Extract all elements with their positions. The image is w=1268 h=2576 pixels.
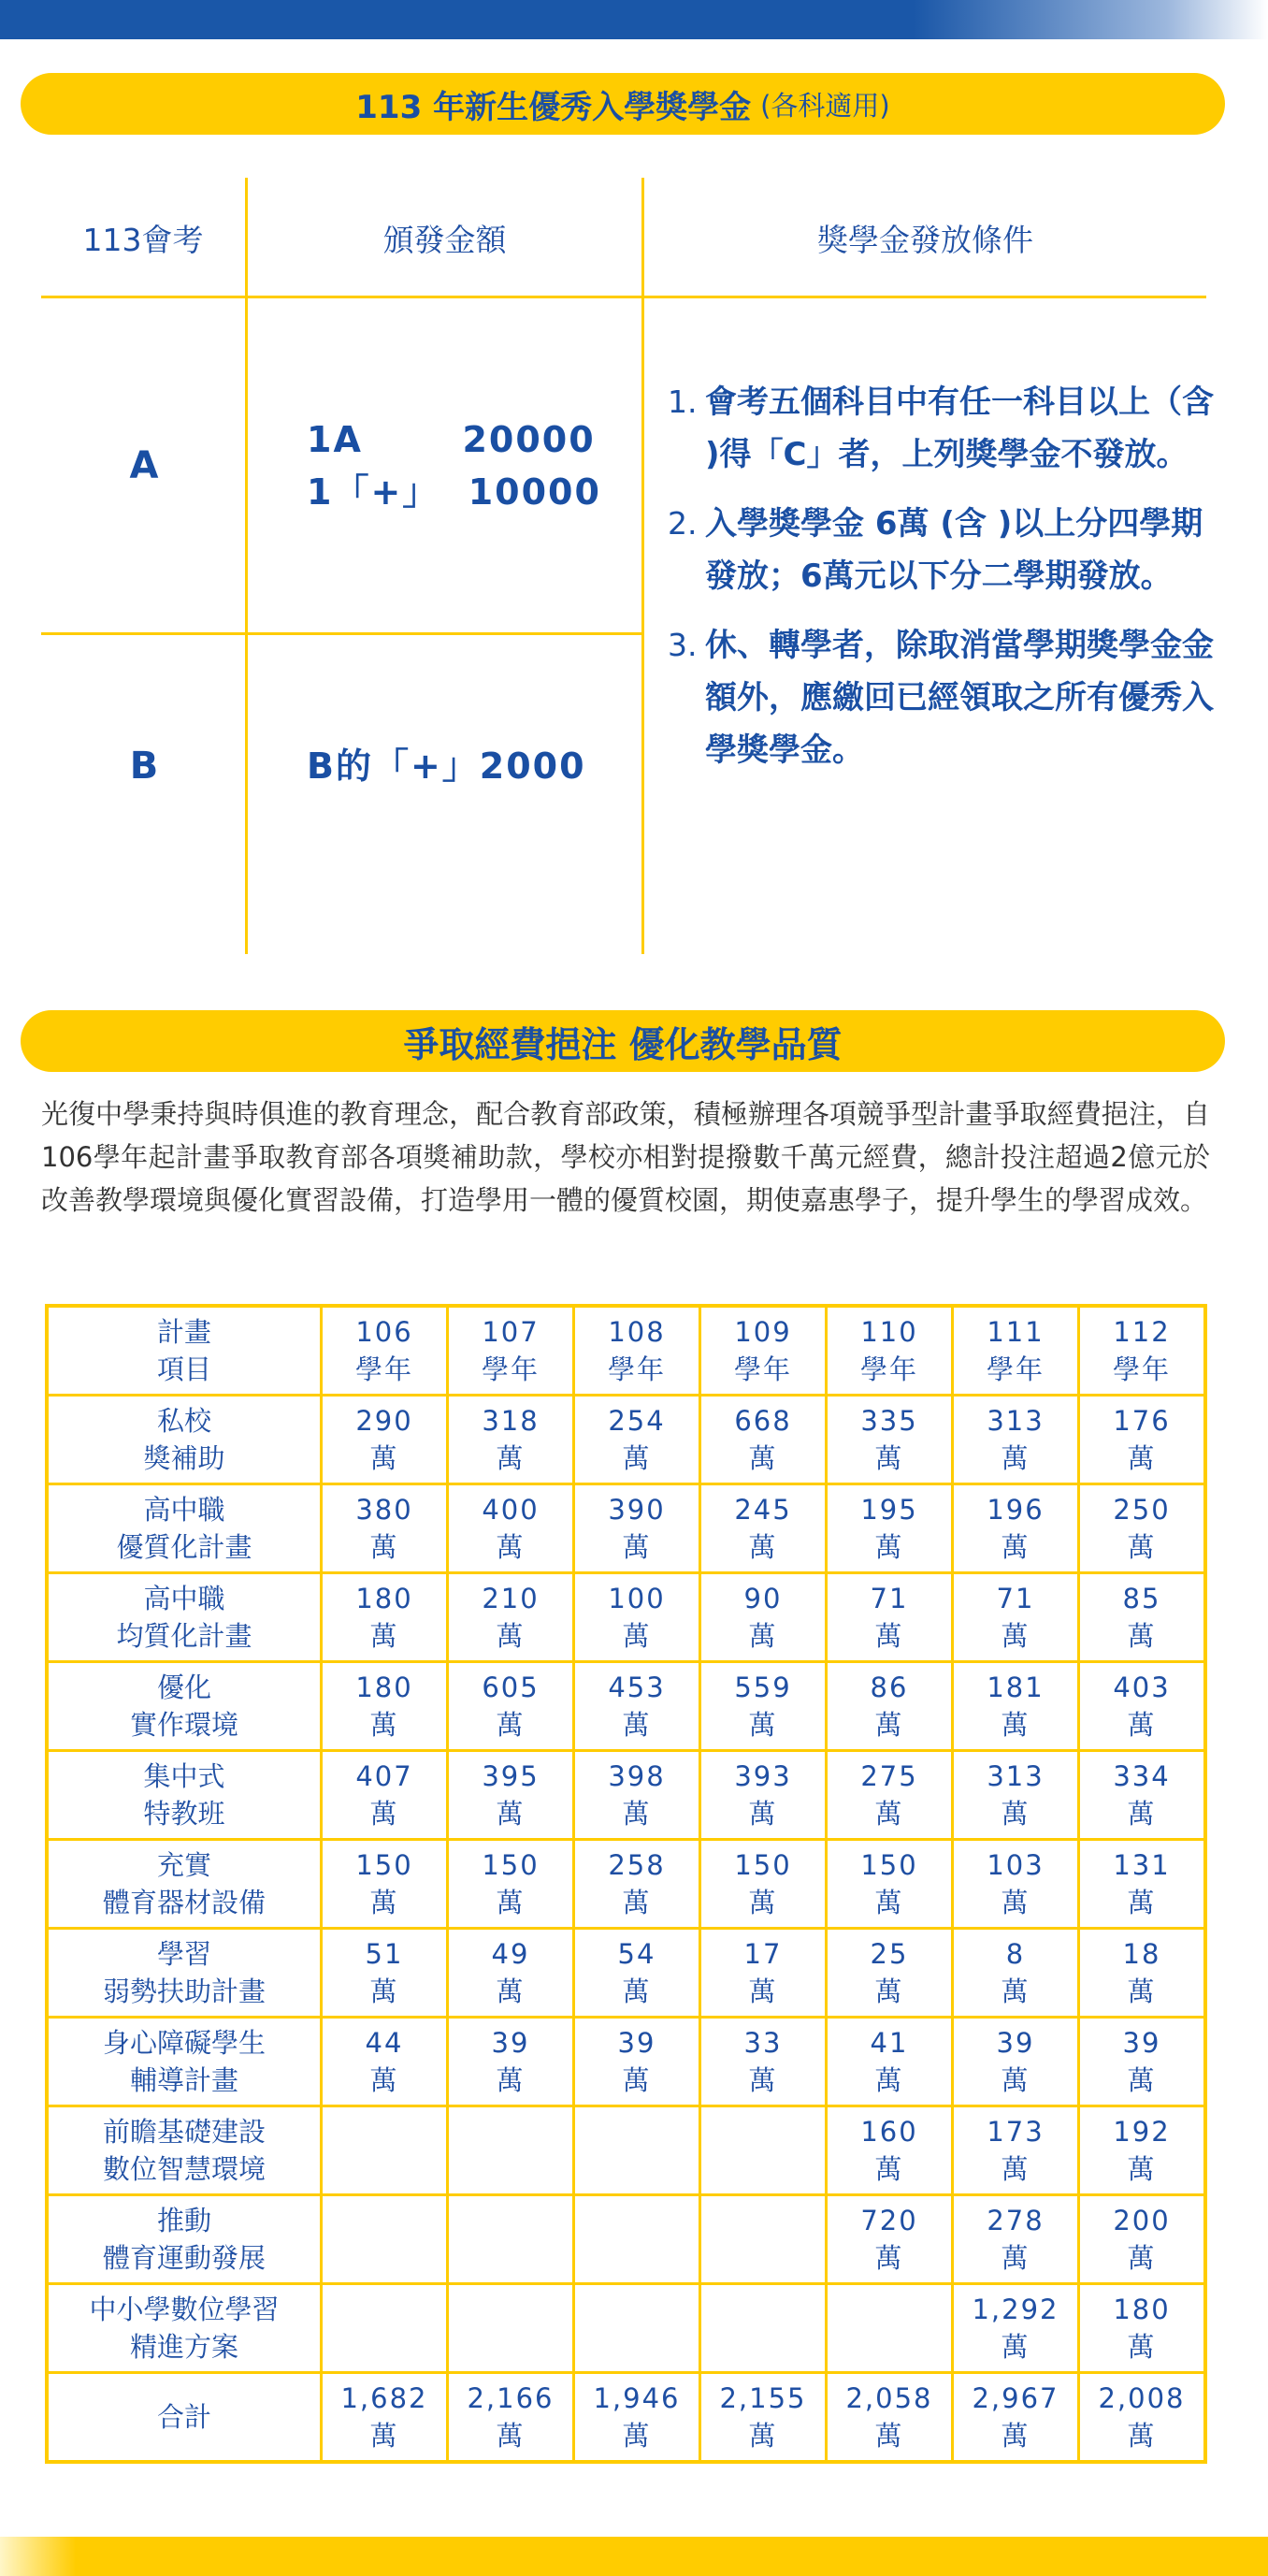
value-cell: 8 萬	[953, 1929, 1079, 2018]
scholarship-title: 113 年新生優秀入學獎學金	[355, 88, 752, 126]
value-cell: 150 萬	[700, 1840, 827, 1929]
condition-item: 1. 會考五個科目中有任一科目以上（含 )得「C」者，上列獎學金不發放。	[668, 384, 1214, 473]
value-cell: 335 萬	[827, 1396, 953, 1484]
value-cell: 100 萬	[574, 1573, 700, 1662]
table-row	[47, 2284, 1205, 2373]
condition-item: 2. 入學獎學金 6萬 (含 )以上分四學期發放；6萬元以下分二學期發放。	[668, 505, 1203, 595]
funding-intro-paragraph: 光復中學秉持與時俱進的教育理念，配合教育部政策，積極辦理各項競爭型計畫爭取經費挹注，自106學年起計畫爭取教育部各項獎補助款，學校亦相對提撥數千萬元經費，總計投注超過2億元於改善教學環境與優化實習設備，打造學用一體的優質校園，期使嘉惠學子，提升學生的學習成效。	[41, 1098, 1210, 1216]
empty-cell	[322, 2284, 448, 2373]
value-cell: 54 萬	[574, 1929, 700, 2018]
value-cell: 720 萬	[827, 2195, 953, 2284]
header-year-cell: 112 學年	[1079, 1306, 1206, 1396]
header-year-cell: 106 學年	[322, 1306, 448, 1396]
amount-a-line1: 1A 20000	[307, 419, 596, 460]
item-cell: 優化 實作環境	[47, 1662, 322, 1751]
value-cell: 403 萬	[1079, 1662, 1206, 1751]
value-cell: 398 萬	[574, 1751, 700, 1840]
empty-cell	[827, 2284, 953, 2373]
value-cell: 278 萬	[953, 2195, 1079, 2284]
empty-cell	[448, 2284, 574, 2373]
table-row	[47, 1662, 1205, 1751]
item-cell: 高中職 均質化計畫	[47, 1573, 322, 1662]
header-amount: 頒發金額	[382, 221, 507, 258]
value-cell: 559 萬	[700, 1662, 827, 1751]
header-year-cell: 109 學年	[700, 1306, 827, 1396]
value-cell: 334 萬	[1079, 1751, 1206, 1840]
empty-cell	[448, 2106, 574, 2195]
value-cell: 25 萬	[827, 1929, 953, 2018]
amount-a-line2: 1「+」 10000	[307, 471, 601, 513]
value-cell: 2,967 萬	[953, 2373, 1079, 2463]
value-cell: 605 萬	[448, 1662, 574, 1751]
value-cell: 200 萬	[1079, 2195, 1206, 2284]
item-cell: 私校 獎補助	[47, 1396, 322, 1484]
condition-item: 3. 休、轉學者，除取消當學期獎學金金額外，應繳回已經領取之所有優秀入學獎學金。	[668, 627, 1214, 769]
value-cell: 254 萬	[574, 1396, 700, 1484]
empty-cell	[322, 2106, 448, 2195]
value-cell: 380 萬	[322, 1484, 448, 1573]
value-cell: 49 萬	[448, 1929, 574, 2018]
header-year-cell: 111 學年	[953, 1306, 1079, 1396]
value-cell: 150 萬	[448, 1840, 574, 1929]
value-cell: 245 萬	[700, 1484, 827, 1573]
value-cell: 313 萬	[953, 1751, 1079, 1840]
table-row	[47, 2018, 1205, 2106]
value-cell: 71 萬	[953, 1573, 1079, 1662]
value-cell: 196 萬	[953, 1484, 1079, 1573]
table-row	[47, 2195, 1205, 2284]
funding-table	[45, 1304, 1207, 2464]
value-cell: 393 萬	[700, 1751, 827, 1840]
item-cell: 高中職 優質化計畫	[47, 1484, 322, 1573]
value-cell: 90 萬	[700, 1573, 827, 1662]
value-cell: 250 萬	[1079, 1484, 1206, 1573]
value-cell: 44 萬	[322, 2018, 448, 2106]
empty-cell	[574, 2195, 700, 2284]
table-row	[47, 1840, 1205, 1929]
value-cell: 160 萬	[827, 2106, 953, 2195]
empty-cell	[448, 2195, 574, 2284]
value-cell: 18 萬	[1079, 1929, 1206, 2018]
scholarship-title-banner	[21, 73, 1225, 135]
value-cell: 150 萬	[827, 1840, 953, 1929]
header-year-cell: 108 學年	[574, 1306, 700, 1396]
header-exam: 113會考	[82, 221, 204, 258]
value-cell: 275 萬	[827, 1751, 953, 1840]
value-cell: 71 萬	[827, 1573, 953, 1662]
value-cell: 181 萬	[953, 1662, 1079, 1751]
value-cell: 395 萬	[448, 1751, 574, 1840]
value-cell: 313 萬	[953, 1396, 1079, 1484]
item-cell: 學習 弱勢扶助計畫	[47, 1929, 322, 2018]
value-cell: 39 萬	[953, 2018, 1079, 2106]
value-cell: 39 萬	[1079, 2018, 1206, 2106]
table-row	[47, 1751, 1205, 1840]
value-cell: 176 萬	[1079, 1396, 1206, 1484]
value-cell: 192 萬	[1079, 2106, 1206, 2195]
value-cell: 390 萬	[574, 1484, 700, 1573]
value-cell: 150 萬	[322, 1840, 448, 1929]
top-header-bar	[0, 0, 1268, 39]
value-cell: 86 萬	[827, 1662, 953, 1751]
value-cell: 51 萬	[322, 1929, 448, 2018]
table-row	[47, 2373, 1205, 2463]
value-cell: 2,058 萬	[827, 2373, 953, 2463]
value-cell: 2,166 萬	[448, 2373, 574, 2463]
scholarship-title-sub: (各科適用)	[760, 89, 890, 122]
value-cell: 2,155 萬	[700, 2373, 827, 2463]
value-cell: 1,946 萬	[574, 2373, 700, 2463]
amount-b: B的「+」2000	[307, 745, 586, 787]
scholarship-table	[41, 178, 1214, 954]
header-year-cell: 107 學年	[448, 1306, 574, 1396]
value-cell: 39 萬	[574, 2018, 700, 2106]
conditions-list	[668, 376, 1219, 793]
item-cell: 前瞻基礎建設 數位智慧環境	[47, 2106, 322, 2195]
table-row	[47, 1396, 1205, 1484]
item-cell: 合計	[47, 2373, 322, 2463]
bottom-footer-bar	[0, 2537, 1268, 2576]
funding-title: 爭取經費挹注 優化教學品質	[403, 1023, 843, 1065]
item-cell: 充實 體育器材設備	[47, 1840, 322, 1929]
empty-cell	[322, 2195, 448, 2284]
item-cell: 集中式 特教班	[47, 1751, 322, 1840]
value-cell: 180 萬	[322, 1662, 448, 1751]
header-year-cell: 110 學年	[827, 1306, 953, 1396]
table-row	[47, 1484, 1205, 1573]
value-cell: 195 萬	[827, 1484, 953, 1573]
value-cell: 103 萬	[953, 1840, 1079, 1929]
value-cell: 180 萬	[322, 1573, 448, 1662]
value-cell: 318 萬	[448, 1396, 574, 1484]
table-row	[47, 2106, 1205, 2195]
header-item-cell: 計畫 項目	[47, 1306, 322, 1396]
value-cell: 41 萬	[827, 2018, 953, 2106]
item-cell: 推動 體育運動發展	[47, 2195, 322, 2284]
table-row	[47, 1573, 1205, 1662]
empty-cell	[700, 2106, 827, 2195]
value-cell: 453 萬	[574, 1662, 700, 1751]
grade-a: A	[129, 443, 159, 487]
item-cell: 身心障礙學生 輔導計畫	[47, 2018, 322, 2106]
value-cell: 131 萬	[1079, 1840, 1206, 1929]
empty-cell	[574, 2106, 700, 2195]
table-header-row	[47, 1306, 1205, 1396]
value-cell: 400 萬	[448, 1484, 574, 1573]
value-cell: 210 萬	[448, 1573, 574, 1662]
value-cell: 668 萬	[700, 1396, 827, 1484]
value-cell: 39 萬	[448, 2018, 574, 2106]
empty-cell	[700, 2284, 827, 2373]
value-cell: 1,682 萬	[322, 2373, 448, 2463]
empty-cell	[574, 2284, 700, 2373]
value-cell: 1,292 萬	[953, 2284, 1079, 2373]
value-cell: 85 萬	[1079, 1573, 1206, 1662]
value-cell: 258 萬	[574, 1840, 700, 1929]
empty-cell	[700, 2195, 827, 2284]
item-cell: 中小學數位學習 精進方案	[47, 2284, 322, 2373]
value-cell: 407 萬	[322, 1751, 448, 1840]
value-cell: 17 萬	[700, 1929, 827, 2018]
header-conditions: 獎學金發放條件	[817, 221, 1033, 258]
value-cell: 2,008 萬	[1079, 2373, 1206, 2463]
table-row	[47, 1929, 1205, 2018]
funding-title-banner	[21, 1010, 1225, 1072]
value-cell: 290 萬	[322, 1396, 448, 1484]
grade-b: B	[129, 745, 159, 788]
value-cell: 173 萬	[953, 2106, 1079, 2195]
value-cell: 180 萬	[1079, 2284, 1206, 2373]
value-cell: 33 萬	[700, 2018, 827, 2106]
